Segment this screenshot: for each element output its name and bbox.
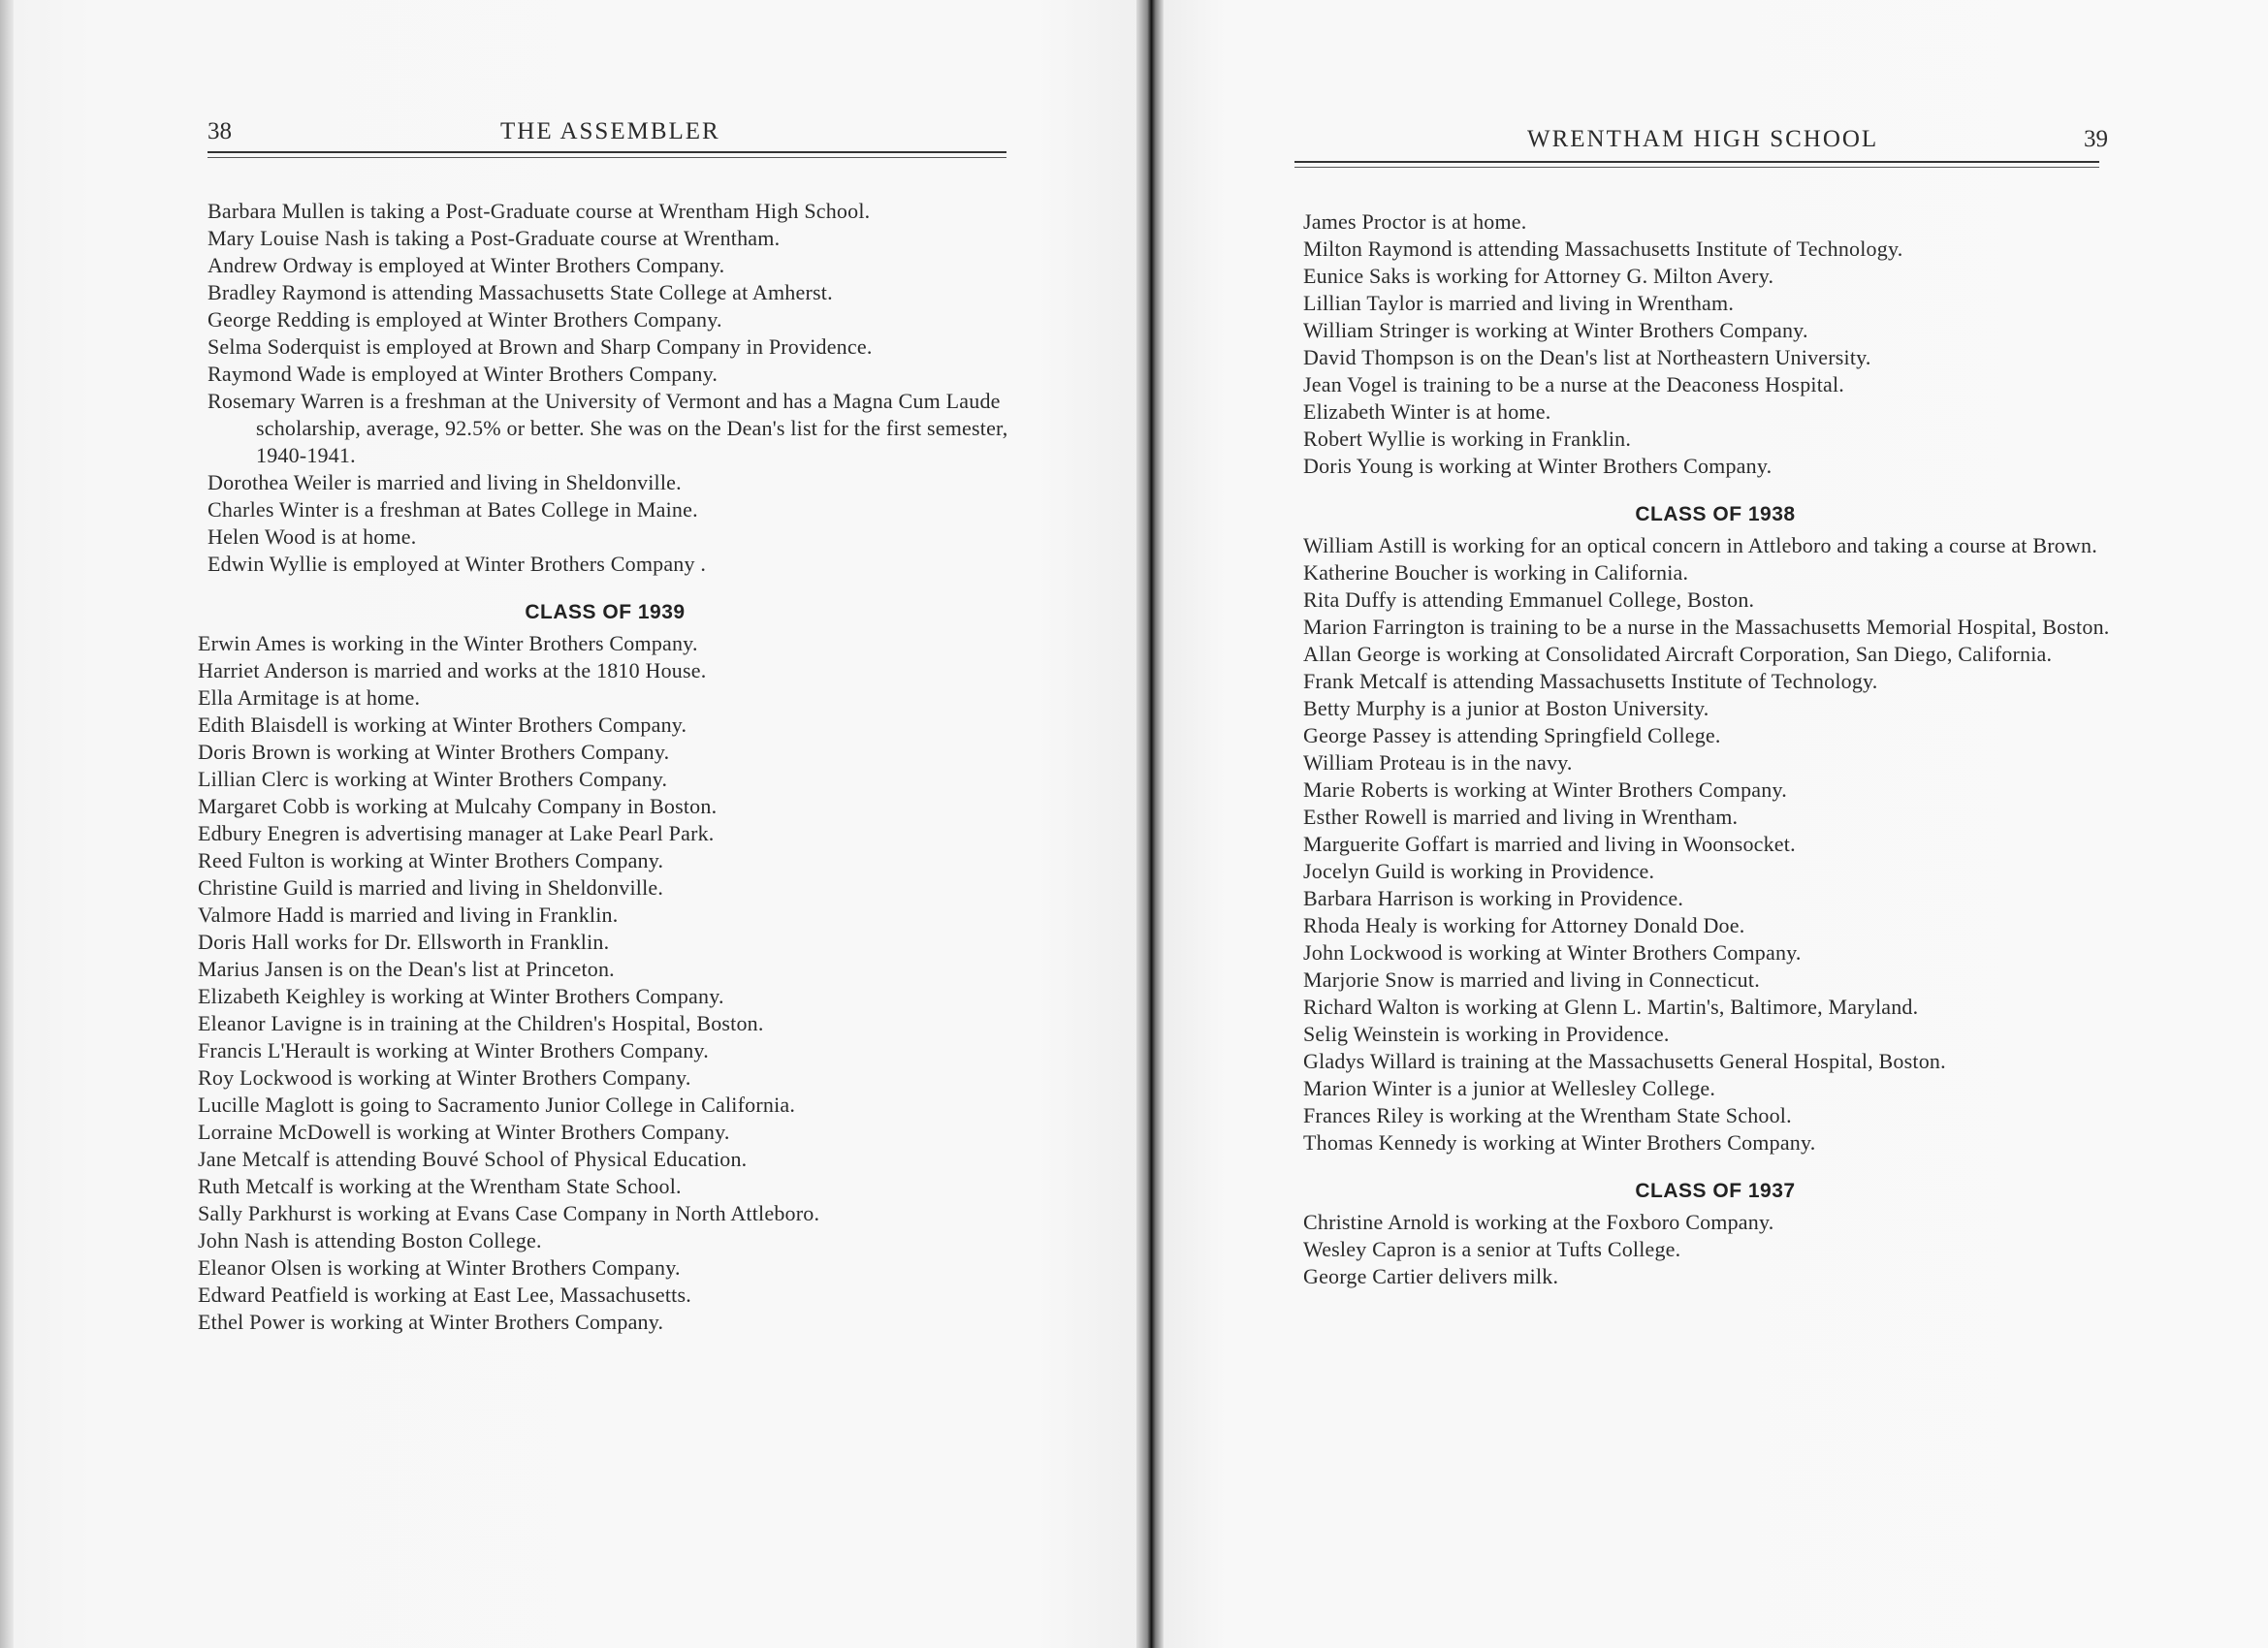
alumni-entry: Milton Raymond is attending Massachusetts Institute of Technology. [1303, 237, 1903, 261]
alumni-entry: Katherine Boucher is working in California. [1303, 560, 1689, 585]
alumni-entry: Marius Jansen is on the Dean's list at Princeton. [198, 957, 615, 981]
right-running-title: WRENTHAM HIGH SCHOOL [1527, 126, 1879, 152]
class-1937-entries [1303, 1209, 2127, 1290]
alumni-entry: Selma Soderquist is employed at Brown and Sharp Company in Providence. [208, 334, 873, 359]
alumni-entry: Doris Brown is working at Winter Brothers Company. [198, 740, 670, 764]
alumni-entry: George Cartier delivers milk. [1303, 1264, 1559, 1288]
alumni-entry: Rosemary Warren is a freshman at the University of Vermont and has a Magna Cum Laude scholarship, average, 92.5% or better. She was on the Dean's list for the first semester, 1940-1941. [208, 389, 1008, 467]
alumni-entry: Doris Hall works for Dr. Ellsworth in Franklin. [198, 930, 610, 954]
alumni-entry: Roy Lockwood is working at Winter Brothers Company. [198, 1065, 691, 1090]
alumni-entry: Esther Rowell is married and living in Wrentham. [1303, 805, 1739, 829]
alumni-entry: John Lockwood is working at Winter Brothers Company. [1303, 940, 1802, 965]
alumni-entry: George Passey is attending Springfield College. [1303, 723, 1721, 747]
alumni-entry: Mary Louise Nash is taking a Post-Graduate course at Wrentham. [208, 226, 781, 250]
alumni-entry: Edbury Enegren is advertising manager at Lake Pearl Park. [198, 821, 715, 845]
alumni-entry: Harriet Anderson is married and works at the 1810 House. [198, 658, 707, 682]
alumni-entry: Gladys Willard is training at the Massachusetts General Hospital, Boston. [1303, 1049, 1946, 1073]
alumni-entry: Allan George is working at Consolidated Aircraft Corporation, San Diego, California. [1303, 642, 2053, 666]
right-header-rule-thin [1294, 167, 2099, 168]
right-page-body [1303, 208, 2127, 1290]
alumni-entry: William Stringer is working at Winter Brothers Company. [1303, 318, 1808, 342]
left-page-body [198, 198, 1012, 1336]
book-gutter [1136, 0, 1164, 1648]
alumni-entry: Reed Fulton is working at Winter Brothers Company. [198, 848, 664, 872]
alumni-entry: Betty Murphy is a junior at Boston University. [1303, 696, 1709, 720]
alumni-entry: Marion Farrington is training to be a nurse in the Massachusetts Memorial Hospital, Boston. [1303, 615, 2110, 639]
alumni-entry: Frances Riley is working at the Wrentham State School. [1303, 1103, 1792, 1127]
alumni-entry: Helen Wood is at home. [208, 524, 417, 549]
alumni-entry: Eunice Saks is working for Attorney G. Milton Avery. [1303, 264, 1774, 288]
class-1937-heading: CLASS OF 1937 [1635, 1180, 1796, 1202]
alumni-entry: Sally Parkhurst is working at Evans Case Company in North Attleboro. [198, 1201, 820, 1225]
alumni-entry: Richard Walton is working at Glenn L. Martin's, Baltimore, Maryland. [1303, 995, 1919, 1019]
alumni-entry: Lorraine McDowell is working at Winter Brothers Company. [198, 1120, 730, 1144]
class-1938-entries [1303, 532, 2127, 1157]
alumni-entry: David Thompson is on the Dean's list at Northeastern University. [1303, 345, 1871, 369]
left-running-title: THE ASSEMBLER [500, 118, 720, 144]
alumni-entry: Ethel Power is working at Winter Brothers Company. [198, 1310, 664, 1334]
alumni-entry: Thomas Kennedy is working at Winter Brothers Company. [1303, 1130, 1816, 1155]
right-header-rule [1294, 161, 2099, 163]
alumni-entry: Charles Winter is a freshman at Bates College in Maine. [208, 497, 698, 522]
alumni-entry: Edwin Wyllie is employed at Winter Brothers Company . [208, 552, 707, 576]
alumni-entry: Marie Roberts is working at Winter Brothers Company. [1303, 777, 1787, 802]
right-page-number: 39 [2084, 126, 2108, 152]
alumni-entry: Erwin Ames is working in the Winter Brothers Company. [198, 631, 698, 655]
left-page-header [208, 118, 1007, 176]
alumni-entry: Lucille Maglott is going to Sacramento Junior College in California. [198, 1093, 796, 1117]
alumni-entry: Christine Arnold is working at the Foxboro Company. [1303, 1210, 1774, 1234]
alumni-entry: Margaret Cobb is working at Mulcahy Company in Boston. [198, 794, 718, 818]
left-header-rule-thin [208, 157, 1006, 158]
alumni-entry: Jocelyn Guild is working in Providence. [1303, 859, 1655, 883]
alumni-entry: Valmore Hadd is married and living in Franklin. [198, 903, 619, 927]
alumni-entry: Eleanor Lavigne is in training at the Children's Hospital, Boston. [198, 1011, 764, 1035]
alumni-entry: William Proteau is in the navy. [1303, 750, 1573, 775]
alumni-entry: Lillian Clerc is working at Winter Brothers Company. [198, 767, 668, 791]
alumni-entry: Raymond Wade is employed at Winter Brothers Company. [208, 362, 719, 386]
alumni-entry: Wesley Capron is a senior at Tufts College. [1303, 1237, 1681, 1261]
class-1938-heading: CLASS OF 1938 [1635, 503, 1796, 525]
alumni-entry: Marjorie Snow is married and living in Connecticut. [1303, 967, 1760, 992]
alumni-entry: Andrew Ordway is employed at Winter Brothers Company. [208, 253, 725, 277]
alumni-entry: Christine Guild is married and living in Sheldonville. [198, 875, 664, 900]
alumni-entry: Marguerite Goffart is married and living in Woonsocket. [1303, 832, 1796, 856]
alumni-entry: Elizabeth Keighley is working at Winter Brothers Company. [198, 984, 724, 1008]
left-header-rule [208, 151, 1006, 153]
alumni-entry: Edward Peatfield is working at East Lee, Massachusetts. [198, 1283, 691, 1307]
right-page-header [1294, 126, 2108, 184]
page-edge-shadow [0, 0, 14, 1648]
alumni-entry: Eleanor Olsen is working at Winter Brothers Company. [198, 1255, 681, 1280]
alumni-entry: Doris Young is working at Winter Brothers Company. [1303, 454, 1773, 478]
alumni-entry: George Redding is employed at Winter Brothers Company. [208, 307, 722, 332]
alumni-entry: Jane Metcalf is attending Bouvé School of Physical Education. [198, 1147, 748, 1171]
alumni-entry: Ella Armitage is at home. [198, 685, 421, 710]
alumni-entry: Robert Wyllie is working in Franklin. [1303, 427, 1632, 451]
alumni-entry: James Proctor is at home. [1303, 209, 1527, 234]
alumni-entry: Lillian Taylor is married and living in Wrentham. [1303, 291, 1735, 315]
class-1939-entries [198, 630, 1012, 1336]
alumni-entry: John Nash is attending Boston College. [198, 1228, 542, 1252]
alumni-entry: Selig Weinstein is working in Providence. [1303, 1022, 1670, 1046]
alumni-entry: Marion Winter is a junior at Wellesley College. [1303, 1076, 1716, 1100]
left-page-number: 38 [208, 118, 232, 144]
alumni-entry: William Astill is working for an optical concern in Attleboro and taking a course at Brown. [1303, 533, 2097, 557]
alumni-entry: Rita Duffy is attending Emmanuel College, Boston. [1303, 587, 1755, 612]
alumni-entry: Rhoda Healy is working for Attorney Donald Doe. [1303, 913, 1745, 937]
alumni-entry: Edith Blaisdell is working at Winter Brothers Company. [198, 713, 687, 737]
alumni-entry: Frank Metcalf is attending Massachusetts Institute of Technology. [1303, 669, 1878, 693]
alumni-entry: Francis L'Herault is working at Winter Brothers Company. [198, 1038, 709, 1062]
alumni-entry: Elizabeth Winter is at home. [1303, 399, 1551, 424]
alumni-entry: Bradley Raymond is attending Massachusetts State College at Amherst. [208, 280, 833, 304]
alumni-entry: Jean Vogel is training to be a nurse at the Deaconess Hospital. [1303, 372, 1844, 396]
alumni-entry: Barbara Harrison is working in Providence. [1303, 886, 1684, 910]
alumni-entry: Dorothea Weiler is married and living in Sheldonville. [208, 470, 682, 494]
left-entries-top [208, 198, 1012, 578]
class-1939-heading: CLASS OF 1939 [525, 601, 686, 623]
alumni-entry: Barbara Mullen is taking a Post-Graduate course at Wrentham High School. [208, 199, 871, 223]
right-entries-top [1303, 208, 2127, 480]
alumni-entry: Ruth Metcalf is working at the Wrentham State School. [198, 1174, 682, 1198]
